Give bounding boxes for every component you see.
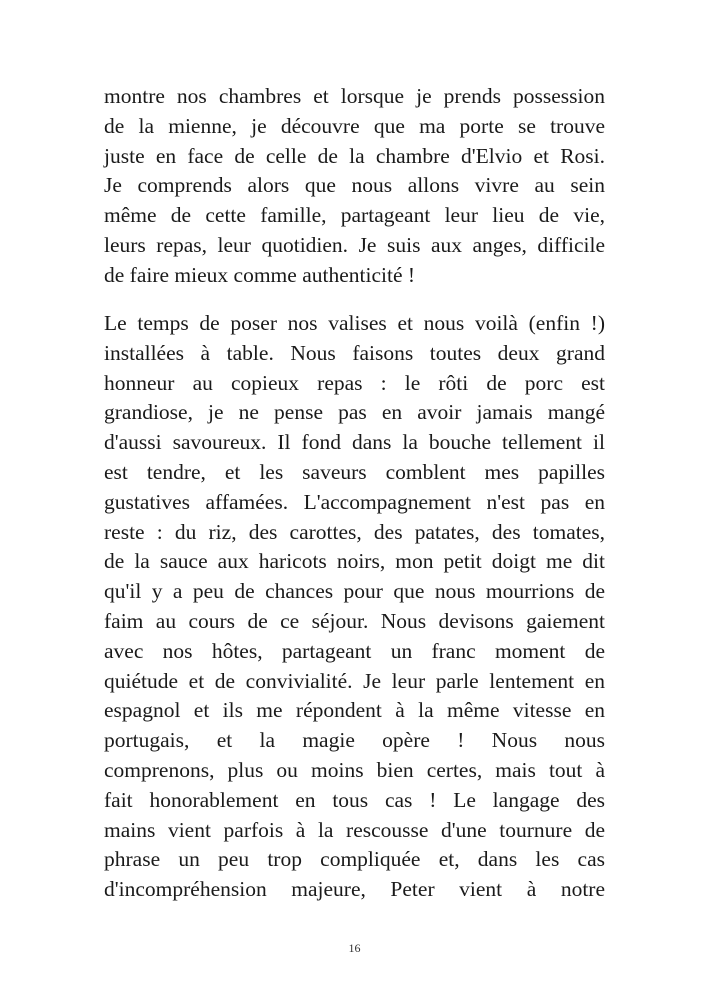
- text-line: d'aussi savoureux. Il fond dans la bouche tellement il: [104, 430, 605, 455]
- text-line: portugais, et la magie opère ! Nous nous: [104, 728, 605, 753]
- text-line: montre nos chambres et lorsque je prends possession: [104, 84, 605, 108]
- text-line: reste : du riz, des carottes, des patates, des tomates,: [104, 519, 605, 544]
- paragraph-1: [104, 82, 605, 291]
- text-line: qu'il y a peu de chances pour que nous mourrions de: [104, 579, 605, 604]
- text-line: de la sauce aux haricots noirs, mon petit doigt me dit: [104, 549, 605, 574]
- text-line: mains vient parfois à la rescousse d'une tournure de: [104, 817, 605, 842]
- text-line: faim au cours de ce séjour. Nous devisons gaiement: [104, 608, 605, 633]
- text-line: espagnol et ils me répondent à la même vitesse en: [104, 698, 605, 723]
- text-line: honneur au copieux repas : le rôti de porc est: [104, 370, 605, 395]
- text-line: leurs repas, leur quotidien. Je suis aux anges, difficile: [104, 232, 605, 257]
- text-line: juste en face de celle de la chambre d'Elvio et Rosi.: [104, 143, 605, 168]
- paragraph-2: [104, 309, 605, 905]
- text-line: quiétude et de convivialité. Je leur parle lentement en: [104, 668, 605, 693]
- text-line: grandiose, je ne pense pas en avoir jamais mangé: [104, 400, 605, 425]
- text-line: gustatives affamées. L'accompagnement n'est pas en: [104, 489, 605, 514]
- text-line: de la mienne, je découvre que ma porte se trouve: [104, 113, 605, 138]
- text-line: phrase un peu trop compliquée et, dans les cas: [104, 847, 605, 872]
- text-line: avec nos hôtes, partageant un franc moment de: [104, 638, 605, 663]
- text-line: installées à table. Nous faisons toutes deux grand: [104, 340, 605, 365]
- text-line: fait honorablement en tous cas ! Le langage des: [104, 787, 605, 812]
- text-line: d'incompréhension majeure, Peter vient à notre: [104, 877, 605, 902]
- text-line: Je comprends alors que nous allons vivre au sein: [104, 173, 605, 198]
- text-line: de faire mieux comme authenticité !: [104, 262, 416, 287]
- text-line: Le temps de poser nos valises et nous voilà (enfin !): [104, 311, 605, 335]
- text-line: même de cette famille, partageant leur lieu de vie,: [104, 203, 605, 228]
- text-line: est tendre, et les saveurs comblent mes papilles: [104, 459, 605, 484]
- page-number: 16: [348, 941, 361, 955]
- text-line: comprenons, plus ou moins bien certes, mais tout à: [104, 757, 605, 782]
